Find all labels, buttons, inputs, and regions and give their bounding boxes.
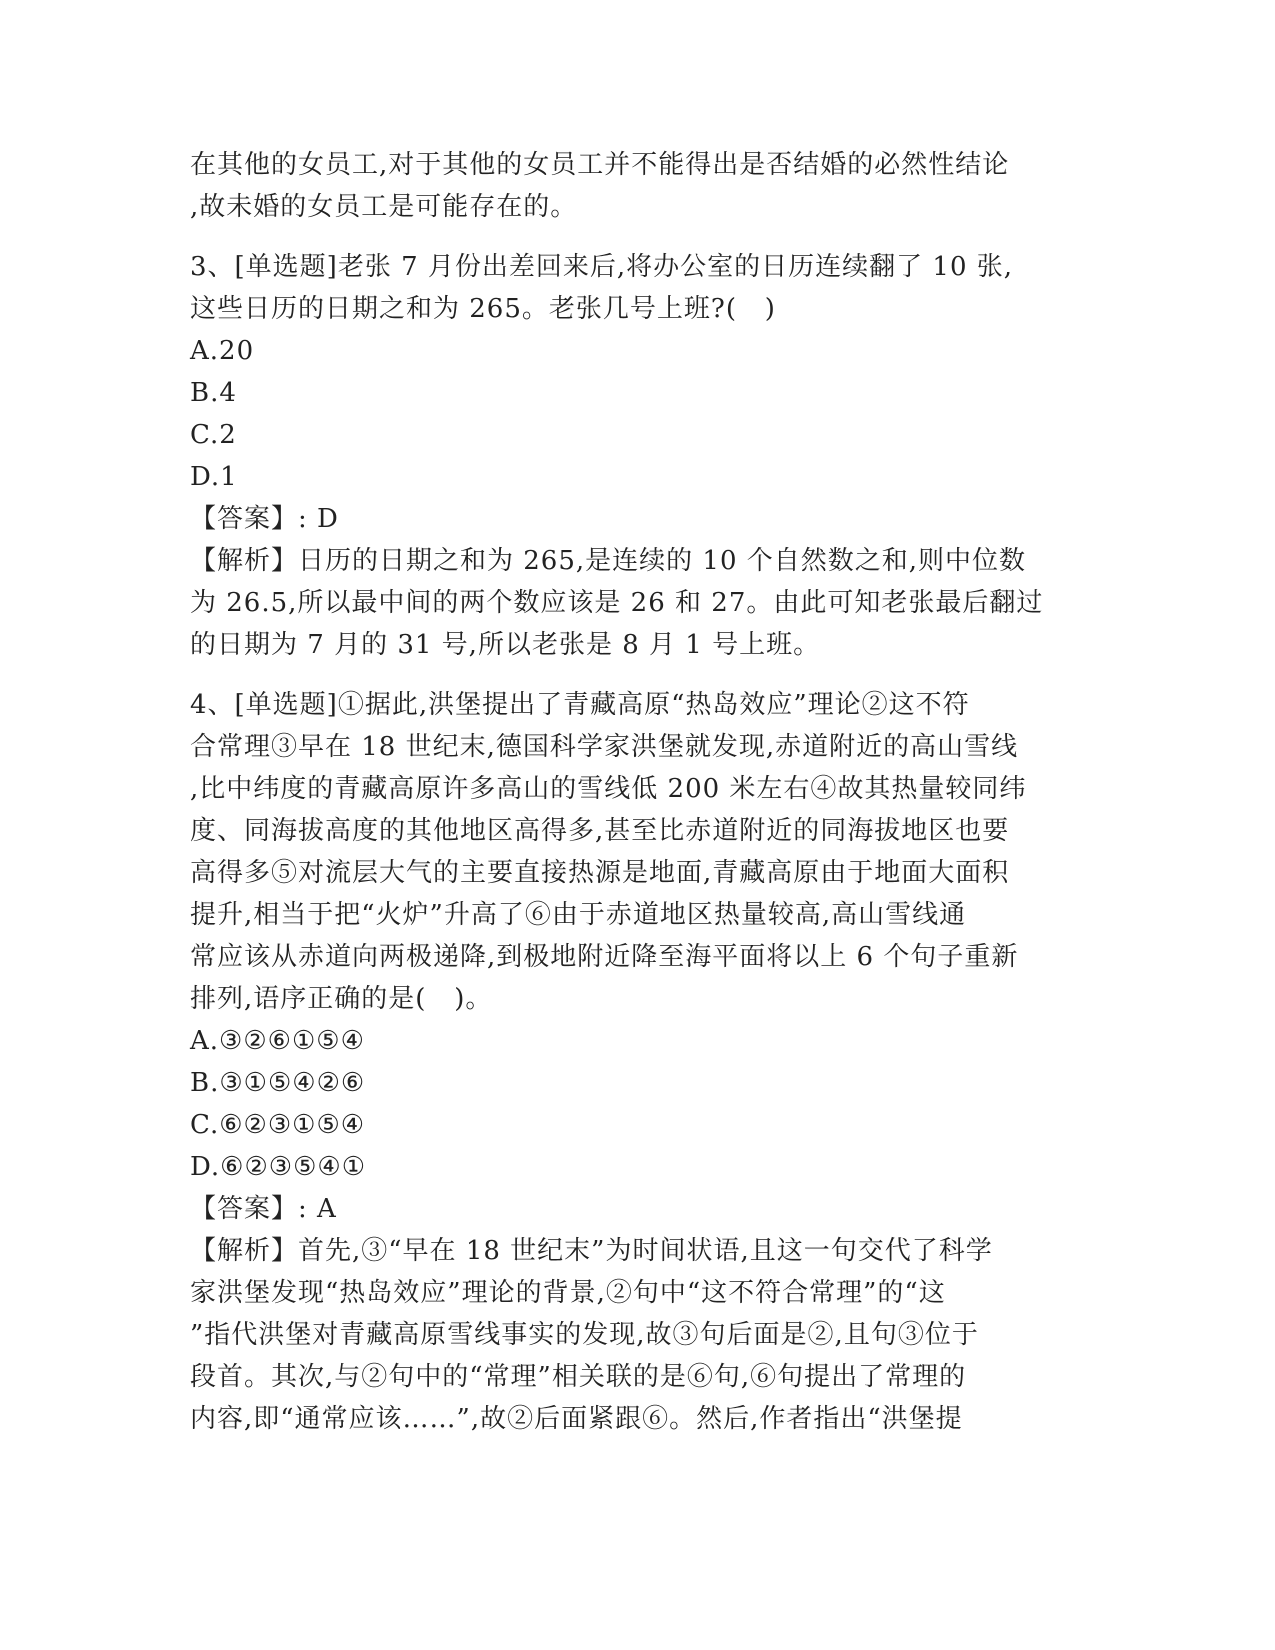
option-b: B.③①⑤④②⑥ [190, 1068, 366, 1098]
analysis-line: 的日期为 7 月的 31 号,所以老张是 8 月 1 号上班。 [190, 630, 821, 660]
analysis-line: 家洪堡发现“热岛效应”理论的背景,②句中“这不符合常理”的“这 [190, 1278, 946, 1308]
option-d: D.⑥②③⑤④① [190, 1152, 367, 1182]
option-c: C.2 [190, 420, 237, 450]
question-stem-line: 度、同海拔高度的其他地区高得多,甚至比赤道附近的同海拔地区也要 [190, 816, 1010, 846]
answer-line: 【答案】: A [190, 1194, 337, 1224]
question-3 [190, 246, 1080, 666]
option-a: A.20 [190, 336, 255, 366]
question-4 [190, 684, 1080, 1440]
option-a: A.③②⑥①⑤④ [190, 1026, 365, 1056]
analysis-line: 段首。其次,与②句中的“常理”相关联的是⑥句,⑥句提出了常理的 [190, 1362, 967, 1392]
text-line: ,故未婚的女员工是可能存在的。 [190, 192, 578, 222]
question-stem-line: 常应该从赤道向两极递降,到极地附近降至海平面将以上 6 个句子重新 [190, 942, 1019, 972]
answer-line: 【答案】: D [190, 504, 339, 534]
document-page [190, 144, 1080, 1440]
analysis-line: ”指代洪堡对青藏高原雪线事实的发现,故③句后面是②,且句③位于 [190, 1320, 979, 1350]
question-stem-line: 排列,语序正确的是( )。 [190, 984, 493, 1014]
question-stem-line: 合常理③早在 18 世纪末,德国科学家洪堡就发现,赤道附近的高山雪线 [190, 732, 1019, 762]
intro-paragraph [190, 144, 1080, 228]
analysis-line: 内容,即“通常应该……”,故②后面紧跟⑥。然后,作者指出“洪堡提 [190, 1404, 963, 1434]
option-d: D.1 [190, 462, 238, 492]
analysis-line: 【解析】日历的日期之和为 265,是连续的 10 个自然数之和,则中位数 [190, 546, 1027, 576]
analysis-line: 为 26.5,所以最中间的两个数应该是 26 和 27。由此可知老张最后翻过 [190, 588, 1044, 618]
question-stem-line: ,比中纬度的青藏高原许多高山的雪线低 200 米左右④故其热量较同纬 [190, 774, 1027, 804]
spacer [190, 228, 1080, 246]
spacer [190, 666, 1080, 684]
text-line: 在其他的女员工,对于其他的女员工并不能得出是否结婚的必然性结论 [190, 150, 1010, 180]
question-stem-line: 3、[单选题]老张 7 月份出差回来后,将办公室的日历连续翻了 10 张, [190, 252, 1014, 282]
option-c: C.⑥②③①⑤④ [190, 1110, 366, 1140]
question-stem-line: 4、[单选题]①据此,洪堡提出了青藏高原“热岛效应”理论②这不符 [190, 690, 970, 720]
analysis-line: 【解析】首先,③“早在 18 世纪末”为时间状语,且这一句交代了科学 [190, 1236, 993, 1266]
question-stem-line: 这些日历的日期之和为 265。老张几号上班?( ) [190, 294, 776, 324]
question-stem-line: 高得多⑤对流层大气的主要直接热源是地面,青藏高原由于地面大面积 [190, 858, 1010, 888]
question-stem-line: 提升,相当于把“火炉”升高了⑥由于赤道地区热量较高,高山雪线通 [190, 900, 967, 930]
option-b: B.4 [190, 378, 237, 408]
